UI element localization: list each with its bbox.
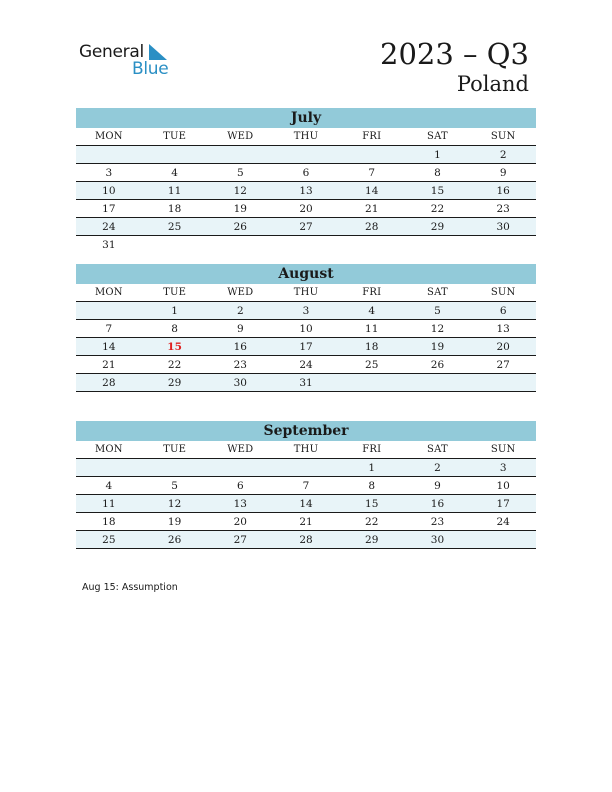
day-cell: 1 xyxy=(434,148,441,161)
day-cell: 20 xyxy=(496,340,510,353)
weekday-label: SAT xyxy=(427,131,448,142)
day-cell: 29 xyxy=(365,533,379,546)
day-cell: 13 xyxy=(299,184,313,197)
day-cell: 4 xyxy=(368,304,376,317)
weekday-label: MON xyxy=(94,131,123,142)
day-cell: 21 xyxy=(102,358,116,371)
weekday-header-row xyxy=(76,441,536,459)
day-cell: 14 xyxy=(102,340,116,353)
day-cell: 24 xyxy=(299,358,313,371)
day-cell: 21 xyxy=(299,515,313,528)
brand-logo xyxy=(79,40,189,80)
week-row xyxy=(76,495,536,513)
weekday-label: WED xyxy=(227,131,254,142)
day-cell: 14 xyxy=(299,497,313,510)
day-cell: 30 xyxy=(496,220,510,233)
week-row xyxy=(76,302,536,320)
day-cell: 25 xyxy=(365,358,379,371)
day-cell: 6 xyxy=(499,304,507,317)
day-cell: 10 xyxy=(496,479,510,492)
week-row xyxy=(76,218,536,236)
weekday-label: SUN xyxy=(490,287,516,298)
day-cell: 26 xyxy=(233,220,247,233)
month-header: July xyxy=(76,108,536,128)
day-cell: 5 xyxy=(171,479,178,492)
day-cell: 5 xyxy=(236,166,244,179)
day-cell: 26 xyxy=(167,533,182,546)
weekday-label: MON xyxy=(94,287,123,298)
weekday-label: SUN xyxy=(490,131,516,142)
week-row xyxy=(76,338,536,356)
day-cell: 4 xyxy=(105,479,113,492)
day-cell: 19 xyxy=(430,340,445,353)
day-cell: 30 xyxy=(430,533,445,546)
weekday-label: WED xyxy=(227,287,254,298)
week-row xyxy=(76,374,536,392)
day-cell: 10 xyxy=(102,184,116,197)
day-cell: 27 xyxy=(299,220,313,233)
day-cell: 6 xyxy=(236,479,244,492)
day-cell: 15 xyxy=(365,497,379,510)
day-cell: 12 xyxy=(167,497,182,510)
week-row xyxy=(76,164,536,182)
day-cell: 1 xyxy=(368,461,376,474)
day-cell: 7 xyxy=(368,166,376,179)
day-cell: 15 xyxy=(430,184,445,197)
day-cell: 20 xyxy=(233,515,247,528)
day-cell: 8 xyxy=(368,479,376,492)
day-cell: 31 xyxy=(102,238,116,251)
day-cell: 8 xyxy=(434,166,441,179)
day-cell: 22 xyxy=(365,515,379,528)
day-cell: 16 xyxy=(233,340,247,353)
day-cell: 3 xyxy=(302,304,310,317)
day-cell: 19 xyxy=(167,515,182,528)
day-cell: 17 xyxy=(299,340,313,353)
day-cell: 2 xyxy=(499,148,507,161)
week-row xyxy=(76,236,536,253)
weekday-label: SAT xyxy=(427,287,448,298)
day-cell: 4 xyxy=(171,166,178,179)
day-cell: 11 xyxy=(102,497,116,510)
day-cell: 5 xyxy=(434,304,441,317)
holiday-footnote: Aug 15: Assumption xyxy=(82,582,178,593)
day-cell: 13 xyxy=(496,322,510,335)
weekday-label: THU xyxy=(293,287,319,298)
day-cell: 13 xyxy=(233,497,247,510)
week-row xyxy=(76,200,536,218)
day-cell: 18 xyxy=(365,340,379,353)
month-header: August xyxy=(76,264,536,284)
day-cell: 29 xyxy=(430,220,445,233)
day-cell: 17 xyxy=(496,497,510,510)
day-cell: 28 xyxy=(299,533,313,546)
day-cell: 6 xyxy=(302,166,310,179)
weekday-header-row xyxy=(76,128,536,146)
day-cell: 28 xyxy=(365,220,379,233)
day-cell: 24 xyxy=(102,220,116,233)
week-row xyxy=(76,356,536,374)
day-cell: 28 xyxy=(102,376,116,389)
day-cell: 3 xyxy=(105,166,113,179)
day-cell: 18 xyxy=(167,202,182,215)
day-cell: 8 xyxy=(171,322,178,335)
week-row xyxy=(76,320,536,338)
weekday-label: THU xyxy=(293,444,319,455)
day-cell: 29 xyxy=(167,376,182,389)
week-row xyxy=(76,459,536,477)
week-row xyxy=(76,513,536,531)
day-cell: 18 xyxy=(102,515,116,528)
day-cell: 27 xyxy=(496,358,510,371)
day-cell: 9 xyxy=(236,322,244,335)
month-header: September xyxy=(76,421,536,441)
day-cell: 14 xyxy=(365,184,379,197)
weekday-label: WED xyxy=(227,444,254,455)
day-cell: 20 xyxy=(299,202,313,215)
weekday-label: TUE xyxy=(163,444,187,455)
day-cell: 15 xyxy=(167,340,182,353)
day-cell: 1 xyxy=(171,304,178,317)
day-cell: 16 xyxy=(430,497,445,510)
day-cell: 22 xyxy=(430,202,445,215)
day-cell: 12 xyxy=(233,184,247,197)
day-cell: 22 xyxy=(167,358,182,371)
day-cell: 19 xyxy=(233,202,247,215)
weekday-label: FRI xyxy=(362,287,382,298)
week-row xyxy=(76,182,536,200)
week-row xyxy=(76,531,536,549)
week-row xyxy=(76,477,536,495)
day-cell: 21 xyxy=(365,202,379,215)
day-cell: 11 xyxy=(365,322,379,335)
day-cell: 2 xyxy=(434,461,441,474)
day-cell: 9 xyxy=(434,479,441,492)
day-cell: 26 xyxy=(430,358,445,371)
weekday-label: FRI xyxy=(362,444,382,455)
logo-word-general: General xyxy=(79,42,144,62)
weekday-label: THU xyxy=(293,131,319,142)
weekday-label: TUE xyxy=(163,131,187,142)
day-cell: 12 xyxy=(430,322,445,335)
weekday-label: FRI xyxy=(362,131,382,142)
day-cell: 23 xyxy=(430,515,445,528)
day-cell: 25 xyxy=(102,533,116,546)
month-calendar-july xyxy=(76,108,536,253)
day-cell: 11 xyxy=(167,184,182,197)
weekday-label: SUN xyxy=(490,444,516,455)
day-cell: 7 xyxy=(302,479,310,492)
country-name: Poland xyxy=(456,72,529,96)
day-cell: 7 xyxy=(105,322,113,335)
weekday-label: TUE xyxy=(163,287,187,298)
day-cell: 24 xyxy=(496,515,510,528)
day-cell: 25 xyxy=(167,220,182,233)
day-cell: 3 xyxy=(499,461,507,474)
week-row xyxy=(76,146,536,164)
day-cell: 9 xyxy=(499,166,507,179)
day-cell: 23 xyxy=(496,202,510,215)
logo-triangle-icon xyxy=(149,44,167,60)
weekday-label: MON xyxy=(94,444,123,455)
day-cell: 27 xyxy=(233,533,247,546)
day-cell: 2 xyxy=(236,304,244,317)
month-calendar-september xyxy=(76,421,536,549)
month-calendar-august xyxy=(76,264,536,392)
day-cell: 31 xyxy=(299,376,313,389)
day-cell: 23 xyxy=(233,358,247,371)
weekday-label: SAT xyxy=(427,444,448,455)
day-cell: 16 xyxy=(496,184,510,197)
day-cell: 30 xyxy=(233,376,247,389)
day-cell: 10 xyxy=(299,322,313,335)
weekday-header-row xyxy=(76,284,536,302)
logo-word-blue: Blue xyxy=(132,59,169,79)
day-cell: 17 xyxy=(102,202,116,215)
page-title: 2023 – Q3 xyxy=(380,37,529,71)
